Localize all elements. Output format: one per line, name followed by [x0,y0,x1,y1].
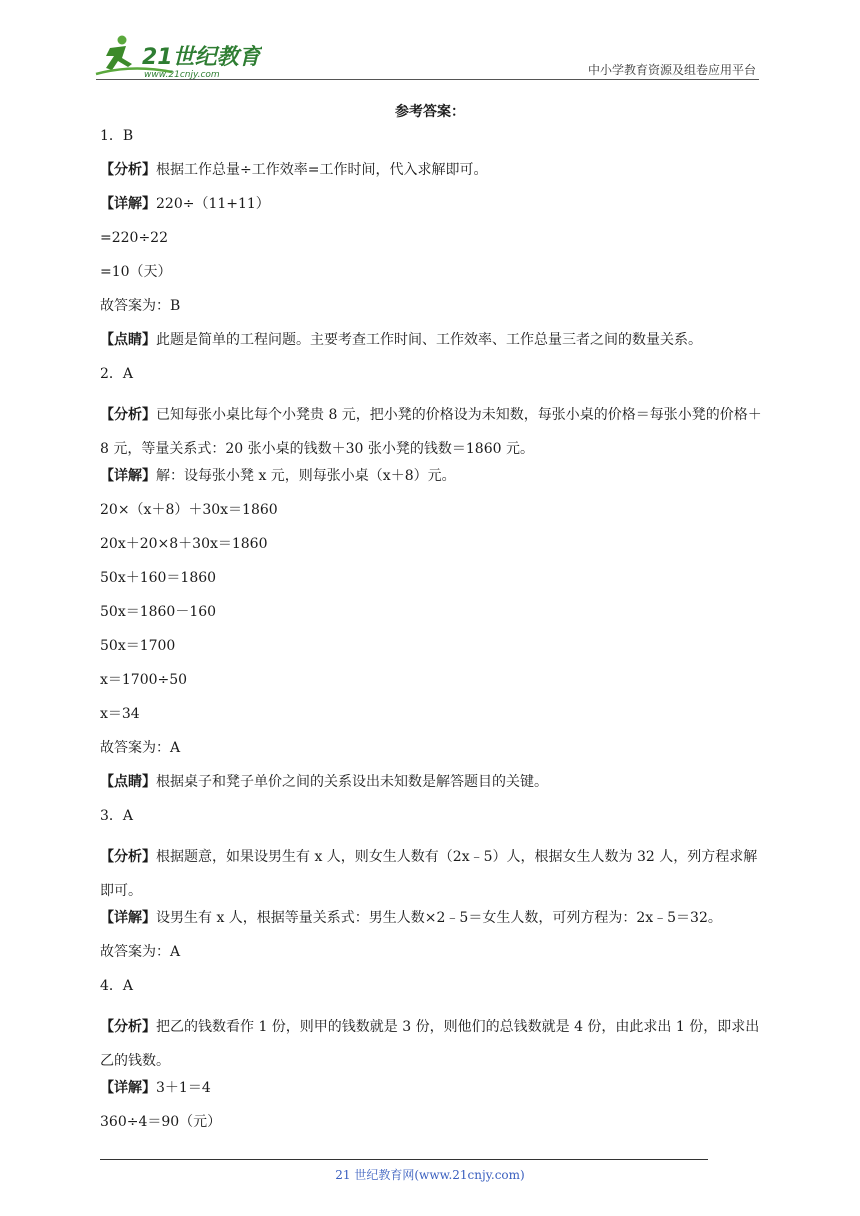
answer-line [100,364,764,384]
answer-line [100,568,764,588]
line-text: 故答案为：A [100,944,181,960]
line-text: 已知每张小桌比每个小凳贵 8 元，把小凳的价格设为未知数，每张小桌的价格＝每张小凳的价格＋8 元，等量关系式：20 张小桌的钱数＋30 张小凳的钱数＝1860 元。 [100,407,762,457]
section-tag: 【分析】 [100,1019,156,1035]
section-tag: 【详解】 [100,910,156,926]
answer-line [100,228,764,248]
answer-line [100,1078,764,1098]
line-text: x＝1700÷50 [100,672,188,688]
line-text: 故答案为：B [100,298,181,314]
line-text: 50x＋160＝1860 [100,570,217,586]
answer-line [100,636,764,656]
page-header [0,0,860,90]
answer-line [100,976,764,996]
answer-line [100,296,764,316]
answer-line [100,330,764,350]
answer-paragraph [100,840,764,908]
line-text: 20x＋20×8＋30x＝1860 [100,536,268,552]
line-text: x＝34 [100,706,140,722]
line-text: 此题是简单的工程问题。主要考查工作时间、工作效率、工作总量三者之间的数量关系。 [156,332,702,348]
answer-line [100,602,764,622]
page-title: 参考答案： [395,104,465,120]
line-text: 50x＝1700 [100,638,176,654]
answer-line [100,942,764,962]
answer-line [100,1112,764,1132]
line-text: 设男生有 x 人，根据等量关系式：男生人数×2﹣5＝女生人数，可列方程为：2x﹣5＝32。 [156,910,722,926]
line-text: 360÷4＝90（元） [100,1114,222,1130]
line-text: 解：设每张小凳 x 元，则每张小桌（x＋8）元。 [156,468,456,484]
section-tag: 【分析】 [100,162,156,178]
section-tag: 【详解】 [100,196,156,212]
line-text: 4．A [100,978,134,994]
answer-line [100,772,764,792]
line-text: 3＋1＝4 [156,1080,211,1096]
answer-line [100,534,764,554]
answer-line [100,262,764,282]
logo [92,34,262,80]
section-tag: 【点睛】 [100,332,156,348]
answer-content [100,126,764,1146]
header-divider [96,79,759,80]
line-text: 根据题意，如果设男生有 x 人，则女生人数有（2x﹣5）人，根据女生人数为 32 人，列方程求解即可。 [100,849,758,899]
line-text: 根据工作总量÷工作效率=工作时间，代入求解即可。 [156,162,488,178]
answer-line [100,466,764,486]
platform-name: 中小学教育资源及组卷应用平台 [587,63,756,77]
answer-line [100,126,764,146]
line-text: 把乙的钱数看作 1 份，则甲的钱数就是 3 份，则他们的总钱数就是 4 份，由此求出 1 份，即求出乙的钱数。 [100,1019,760,1069]
section-tag: 【点睛】 [100,774,156,790]
line-text: 根据桌子和凳子单价之间的关系设出未知数是解答题目的关键。 [156,774,548,790]
answer-line [100,806,764,826]
answer-line [100,194,764,214]
svg-text:www.21cnjy.com: www.21cnjy.com [144,70,220,80]
line-text: 1．B [100,128,134,144]
answer-paragraph [100,398,764,466]
line-text: 220÷（11+11） [156,196,270,212]
section-tag: 【详解】 [100,468,156,484]
answer-paragraph [100,1010,764,1078]
line-text: 50x＝1860－160 [100,604,217,620]
answer-line [100,704,764,724]
line-text: =220÷22 [100,230,168,246]
section-tag: 【分析】 [100,849,156,865]
section-tag: 【分析】 [100,407,156,423]
line-text: 20×（x＋8）＋30x＝1860 [100,502,278,518]
line-text: 2．A [100,366,134,382]
answer-line [100,738,764,758]
line-text: =10（天） [100,264,172,280]
answer-line [100,500,764,520]
answer-line [100,908,764,928]
answer-line [100,670,764,690]
svg-text:21世纪教育: 21世纪教育 [142,45,261,70]
line-text: 3．A [100,808,134,824]
line-text: 故答案为：A [100,740,181,756]
runner-logo-icon [92,34,262,80]
footer-link[interactable]: 21 世纪教育网(www.21cnjy.com) [335,1168,525,1182]
answer-line [100,160,764,180]
section-tag: 【详解】 [100,1080,156,1096]
footer-divider [100,1159,708,1160]
